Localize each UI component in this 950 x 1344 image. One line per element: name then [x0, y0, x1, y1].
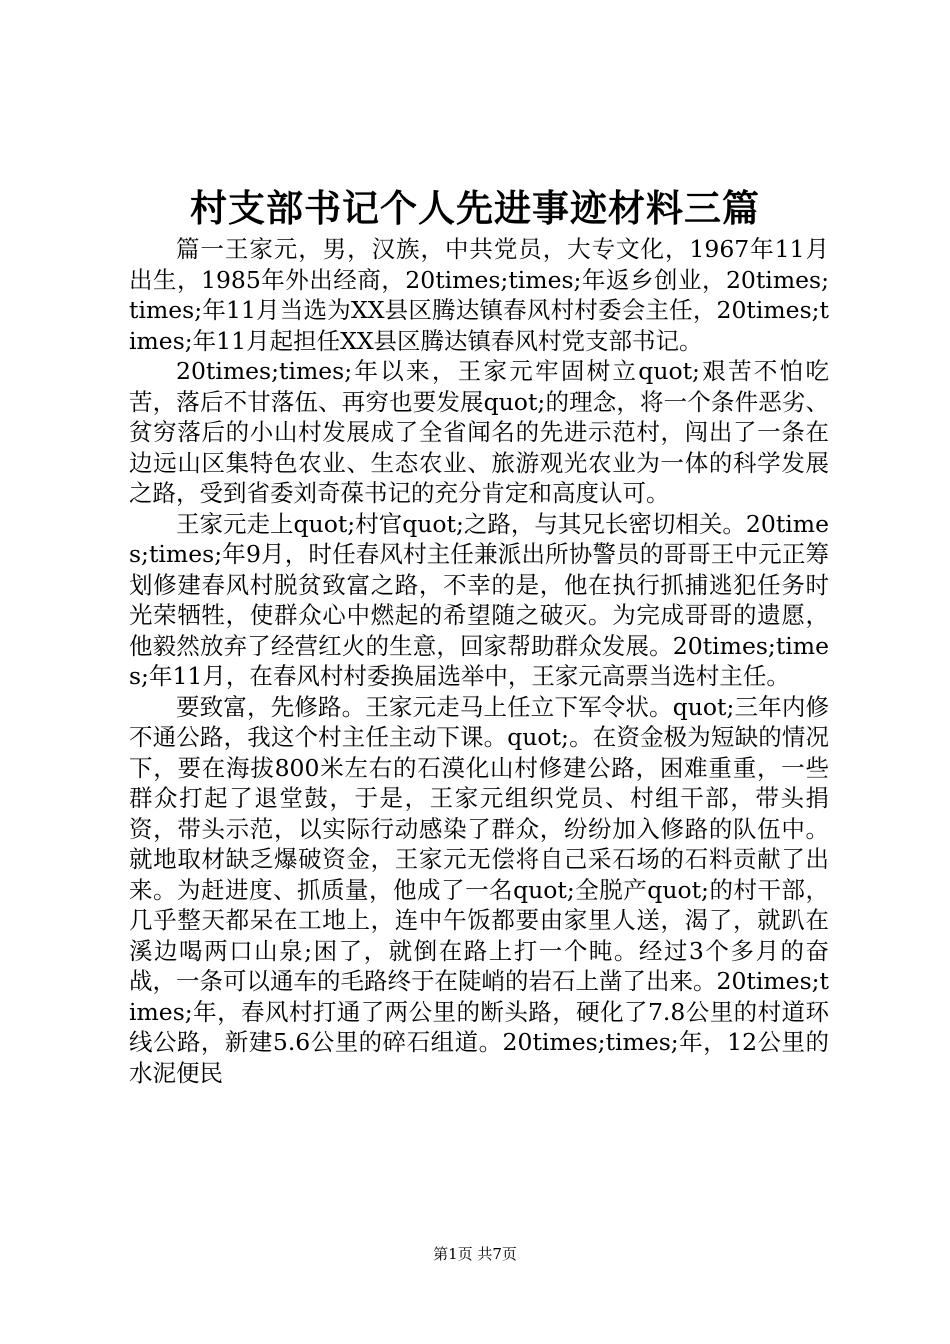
page-footer	[0, 1244, 950, 1264]
paragraph-4: 要致富，先修路。王家元走马上任立下军令状。quot;三年内修不通公路，我这个村主任主动下课。quot;。在资金极为短缺的情况下，要在海拔800米左右的石漠化山村修建公路，困难重重，一些群众打起了退堂鼓，于是，王家元组织党员、村组干部，带头捐资，带头示范，以实际行动感染了群众，纷纷加入修路的队伍中。就地取材缺乏爆破资金，王家元无偿将自己采石场的石料贡献了出来。为赶进度、抓质量，他成了一名quot;全脱产quot;的村干部，几乎整天都呆在工地上，连中午饭都要由家里人送，渴了，就趴在溪边喝两口山泉;困了，就倒在路上打一个盹。经过3个多月的奋战，一条可以通车的毛路终于在陡峭的岩石上凿了出来。20times;times;年，春风村打通了两公里的断头路，硬化了7.8公里的村道环线公路，新建5.6公里的碎石组道。20times;times;年，12公里的水泥便民	[129, 692, 829, 1087]
paragraph-3: 王家元走上quot;村官quot;之路，与其兄长密切相关。20times;times;年9月，时任春风村主任兼派出所协警员的哥哥王中元正筹划修建春风村脱贫致富之路，不幸的是，他在执行抓捕逃犯任务时光荣牺牲，使群众心中燃起的希望随之破灭。为完成哥哥的遗愿，他毅然放弃了经营红火的生意，回家帮助群众发展。20times;times;年11月，在春风村村委换届选举中，王家元高票当选村主任。	[129, 509, 829, 690]
document-title: 村支部书记个人先进事迹材料三篇	[190, 186, 760, 230]
paragraph-2: 20times;times;年以来，王家元牢固树立quot;艰苦不怕吃苦，落后不甘落伍、再穷也要发展quot;的理念，将一个条件恶劣、贫穷落后的小山村发展成了全省闻名的先进示范村，闯出了一条在边远山区集特色农业、生态农业、旅游观光农业为一体的科学发展之路，受到省委刘奇葆书记的充分肯定和高度认可。	[129, 357, 829, 507]
page-number: 第1页 共7页	[433, 1245, 517, 1263]
document-body	[129, 234, 829, 1088]
paragraph-1: 篇一王家元，男，汉族，中共党员，大专文化，1967年11月出生，1985年外出经商，20times;times;年返乡创业，20times;times;年11月当选为XX县区腾达镇春风村村委会主任，20times;times;年11月起担任XX县区腾达镇春风村党支部书记。	[129, 235, 829, 355]
